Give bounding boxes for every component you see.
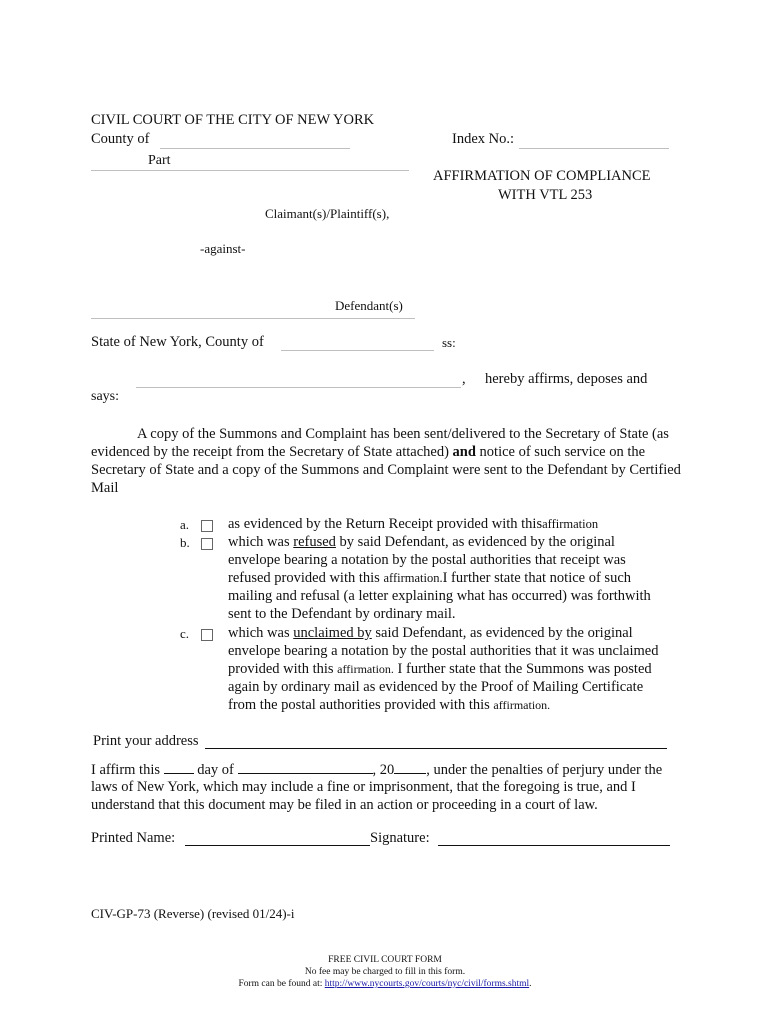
- option-b-line3: refused provided with this affirmation.I further state that notice of such: [228, 570, 632, 586]
- affiant-name-field[interactable]: [136, 387, 461, 388]
- printed-name-field[interactable]: [185, 845, 370, 846]
- against-label: -against-: [200, 241, 246, 256]
- option-a-checkbox[interactable]: [201, 518, 213, 536]
- form-id: CIV-GP-73 (Reverse) (revised 01/24)-i: [91, 906, 295, 921]
- option-a-letter: a.: [180, 517, 190, 532]
- intro-paragraph: A copy of the Summons and Complaint has been sent/delivered to the Secretary of State (as evidenced by the receipt from the Secretary of State attached) and notice of such service on the Secretary of State and a copy of the Summons and Complaint were sent to the Defendant by Certified Mail: [91, 426, 681, 496]
- caption-top-line: [91, 170, 409, 171]
- index-label: Index No.:: [452, 131, 515, 147]
- ss-label: ss:: [442, 335, 456, 350]
- form-title-line1: AFFIRMATION OF COMPLIANCE: [433, 168, 651, 184]
- option-c-line1: which was unclaimed by said Defendant, as evidenced by the original: [228, 625, 633, 641]
- part-label: Part: [148, 153, 171, 168]
- forms-link[interactable]: http://www.nycourts.gov/courts/nyc/civil/forms.shtml: [324, 979, 530, 989]
- footer-url-line: Form can be found at: http://www.nycourts.gov/courts/nyc/civil/forms.shtml.: [238, 979, 532, 989]
- option-c-checkbox[interactable]: [201, 627, 213, 645]
- form-title-line2: WITH VTL 253: [498, 187, 593, 203]
- option-c-line2: envelope bearing a notation by the postal authorities that it was unclaimed: [228, 643, 659, 659]
- affirm-line3: understand that this document may be filed in an action or proceeding in a court of law.: [91, 797, 598, 813]
- court-title: CIVIL COURT OF THE CITY OF NEW YORK: [91, 112, 375, 128]
- footer-free-form: FREE CIVIL COURT FORM: [328, 955, 442, 965]
- footer-no-fee: No fee may be charged to fill in this form.: [304, 967, 466, 977]
- affirm-month-field[interactable]: [238, 761, 373, 774]
- option-b-line2: envelope bearing a notation by the postal authorities that receipt was: [228, 552, 626, 568]
- index-field[interactable]: [519, 148, 669, 149]
- affirm-line1: I affirm this day of , 20 , under the penalties of perjury under the: [91, 762, 663, 778]
- option-c-letter: c.: [180, 626, 190, 641]
- option-c-line5: from the postal authorities provided with this affirmation.: [228, 697, 551, 713]
- plaintiff-label: Claimant(s)/Plaintiff(s),: [265, 206, 390, 221]
- option-b-line1: which was refused by said Defendant, as evidenced by the original: [228, 534, 615, 550]
- defendant-label: Defendant(s): [335, 298, 403, 313]
- affirm-year-field[interactable]: [394, 761, 426, 774]
- state-county-label: State of New York, County of: [91, 334, 264, 350]
- caption-bottom-line: [91, 318, 415, 319]
- address-field[interactable]: [205, 748, 667, 749]
- county-label: County of: [91, 131, 150, 147]
- option-b-line5: sent to the Defendant by ordinary mail.: [228, 606, 456, 622]
- says-label: says:: [91, 389, 119, 404]
- venue-county-field[interactable]: [281, 350, 434, 351]
- affirm-line2: laws of New York, which may include a fine or imprisonment, that the foregoing is true, and I: [91, 779, 636, 795]
- option-b-checkbox[interactable]: [201, 536, 213, 554]
- affiant-comma: ,: [462, 371, 466, 387]
- county-field[interactable]: [160, 148, 350, 149]
- printed-name-label: Printed Name:: [91, 830, 176, 846]
- option-b-line4: mailing and refusal (a letter explaining what has occurred) was forthwith: [228, 588, 651, 604]
- affirm-day-field[interactable]: [164, 761, 194, 774]
- option-b-letter: b.: [180, 535, 190, 550]
- option-a-text: as evidenced by the Return Receipt provided with thisaffirmation: [228, 516, 599, 532]
- signature-field[interactable]: [438, 845, 670, 846]
- signature-label: Signature:: [370, 830, 430, 846]
- affirms-text: hereby affirms, deposes and: [485, 371, 648, 387]
- option-c-line4: again by ordinary mail as evidenced by the Proof of Mailing Certificate: [228, 679, 644, 695]
- option-c-line3: provided with this affirmation. I further state that the Summons was posted: [228, 661, 652, 677]
- address-label: Print your address: [93, 733, 199, 749]
